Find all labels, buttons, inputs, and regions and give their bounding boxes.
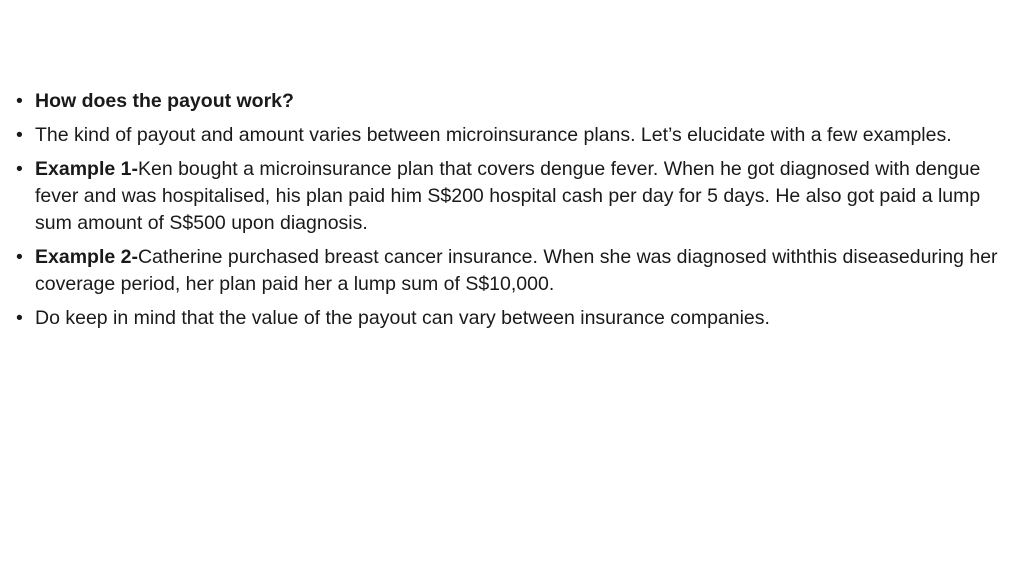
bullet-list <box>16 88 1006 339</box>
bullet-dot-icon: • <box>16 158 23 180</box>
bullet-dot-icon: • <box>16 246 23 268</box>
bullet-text: The kind of payout and amount varies between microinsurance plans. Let’s elucidate with a few examples. <box>35 124 952 146</box>
bullet-item-payout-question <box>16 88 1006 115</box>
bullet-heading: Example 1- <box>35 158 138 180</box>
bullet-text: Do keep in mind that the value of the payout can vary between insurance companies. <box>35 307 770 329</box>
bullet-item-example-2 <box>16 244 1006 298</box>
bullet-item-keep-in-mind <box>16 305 1006 332</box>
bullet-heading: How does the payout work? <box>35 90 294 112</box>
bullet-item-payout-varies <box>16 122 1006 149</box>
bullet-item-example-1 <box>16 156 1006 237</box>
bullet-dot-icon: • <box>16 307 23 329</box>
bullet-heading: Example 2- <box>35 246 138 268</box>
bullet-text: Catherine purchased breast cancer insurance. When she was diagnosed withthis diseaseduring her coverage period, her plan paid her a lump sum of S$10,000. <box>35 246 998 295</box>
bullet-dot-icon: • <box>16 124 23 146</box>
bullet-text: Ken bought a microinsurance plan that covers dengue fever. When he got diagnosed with dengue fever and was hospitalised, his plan paid him S$200 hospital cash per day for 5 days. He also got paid a lump sum amount of S$500 upon diagnosis. <box>35 158 981 234</box>
bullet-dot-icon: • <box>16 90 23 112</box>
